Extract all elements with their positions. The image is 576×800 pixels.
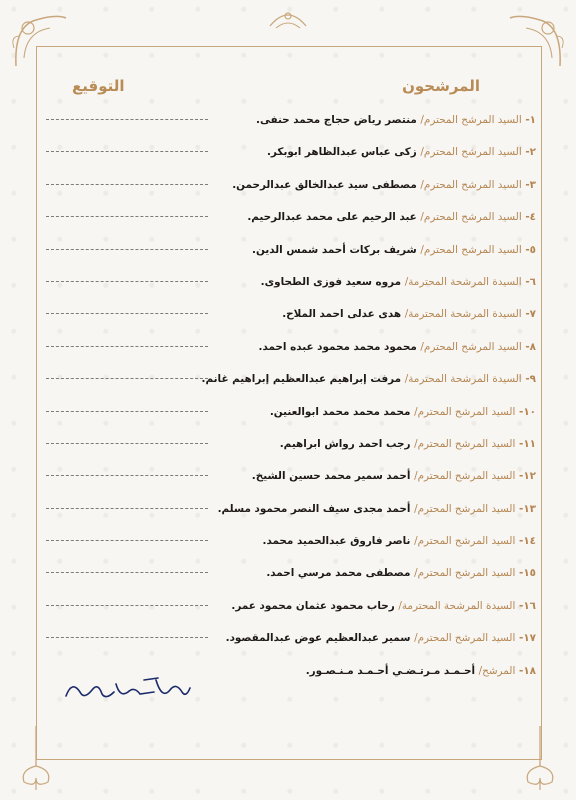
candidate-name: مصطفى سيد عبدالخالق عبدالرحمن. [232, 178, 417, 191]
row-number: ١١- [518, 437, 536, 450]
signature-line [46, 110, 208, 142]
row-number: ٥- [525, 243, 536, 256]
candidate-row [186, 661, 536, 693]
row-number: ٩- [525, 373, 536, 386]
corner-ornament-top-left [6, 6, 76, 76]
candidate-name: عبد الرحيم على محمد عبدالرحيم. [247, 211, 417, 224]
row-title: السيد المرشح المحترم/ [420, 146, 522, 159]
row-title: السيدة المرشحة المحترمة/ [404, 308, 522, 321]
candidate-row [186, 434, 536, 466]
candidate-name: أحـمـد مـرتـضـي أحـمـد مـنـصـور. [305, 664, 476, 677]
corner-ornament-bottom-right [496, 722, 566, 792]
candidate-name: مصطفى محمد مرسي احمد. [266, 567, 411, 580]
candidate-name: هدى عدلى احمد الملاح. [282, 308, 402, 321]
candidates-heading: المرشحون [402, 77, 480, 95]
candidate-row [186, 110, 536, 142]
row-title: السيد المرشح المحترم/ [420, 243, 522, 256]
handwritten-signature [58, 670, 198, 710]
signature-line [46, 175, 208, 207]
candidate-name: محمد محمد محمد ابوالعنين. [269, 405, 411, 418]
candidate-name: منتصر رياض حجاج محمد حنفى. [256, 114, 417, 126]
row-number: ٧- [525, 308, 536, 321]
candidate-row [186, 563, 536, 595]
signature-line [46, 563, 208, 595]
candidate-row [186, 499, 536, 531]
row-title: السيد المرشح المحترم/ [414, 470, 516, 483]
candidate-name: سمير عبدالعظيم عوض عبدالمقصود. [225, 632, 411, 645]
signature-lines [46, 110, 208, 661]
candidate-name: شريف بركات أحمد شمس الدين. [252, 243, 417, 256]
candidate-name: رحاب محمود عثمان محمود عمر. [231, 599, 395, 612]
row-number: ٤- [525, 211, 536, 224]
row-title: السيد المرشح المحترم/ [420, 114, 522, 126]
row-title: السيد المرشح المحترم/ [414, 502, 516, 515]
signature-line [46, 499, 208, 531]
row-title: السيد المرشح المحترم/ [414, 405, 516, 418]
candidate-name: أحمد مجدى سيف النصر محمود مسلم. [217, 502, 411, 515]
candidate-name: رجب احمد رواش ابراهيم. [279, 437, 411, 450]
candidate-name: أحمد سمير محمد حسين الشيخ. [251, 470, 411, 483]
signature-line [46, 207, 208, 239]
row-number: ٦- [525, 275, 536, 288]
candidate-row [186, 207, 536, 239]
row-number: ١٨- [518, 664, 536, 677]
row-number: ٨- [525, 340, 536, 353]
candidate-name: زكى عباس عبدالظاهر ابوبكر. [266, 146, 417, 159]
signature-line [46, 272, 208, 304]
row-title: السيد المرشح المحترم/ [420, 178, 522, 191]
row-number: ١٤- [518, 535, 536, 548]
candidate-row [186, 466, 536, 498]
candidates-list [186, 110, 536, 693]
candidate-row [186, 531, 536, 563]
candidate-row [186, 142, 536, 174]
candidate-row [186, 402, 536, 434]
row-title: السيد المرشح المحترم/ [414, 535, 516, 548]
signature-line [46, 434, 208, 466]
signature-line [46, 628, 208, 660]
row-title: السيدة المرشحة المحترمة/ [404, 275, 522, 288]
row-number: ٢- [525, 146, 536, 159]
candidate-row [186, 304, 536, 336]
row-number: ١٠- [518, 405, 536, 418]
signature-heading: التوقيع [72, 77, 125, 95]
candidate-row [186, 628, 536, 660]
row-title: السيد المرشح المحترم/ [414, 437, 516, 450]
row-number: ١٥- [518, 567, 536, 580]
signature-line [46, 240, 208, 272]
row-title: السيد المرشح المحترم/ [414, 632, 516, 645]
signature-line [46, 402, 208, 434]
candidate-row [186, 240, 536, 272]
row-title: السيدة المرشحة المحترمة/ [404, 373, 522, 386]
signature-line [46, 304, 208, 336]
row-title: السيد المرشح المحترم/ [414, 567, 516, 580]
row-number: ١٣- [518, 502, 536, 515]
signature-line [46, 466, 208, 498]
row-number: ١- [525, 114, 536, 126]
row-title: السيد المرشح المحترم/ [420, 340, 522, 353]
candidate-row [186, 337, 536, 369]
candidate-row [186, 369, 536, 401]
row-title: المرشح/ [478, 664, 516, 677]
row-title: السيد المرشح المحترم/ [420, 211, 522, 224]
candidate-name: ناصر فاروق عبدالحميد محمد. [262, 535, 411, 548]
row-number: ١٦- [518, 599, 536, 612]
signature-line [46, 531, 208, 563]
row-title: السيدة المرشحة المحترمة/ [398, 599, 516, 612]
signature-line [46, 369, 208, 401]
signature-line [46, 596, 208, 628]
candidate-name: محمود محمد محمود عبده احمد. [258, 340, 417, 353]
row-number: ٣- [525, 178, 536, 191]
top-ornament [266, 6, 310, 34]
corner-ornament-top-right [500, 6, 570, 76]
candidate-row [186, 272, 536, 304]
row-number: ١٢- [518, 470, 536, 483]
candidate-name: مرفت إبراهيم عبدالعظيم إبراهيم غانم. [201, 373, 402, 386]
candidate-row [186, 175, 536, 207]
signature-line [46, 142, 208, 174]
signature-line [46, 337, 208, 369]
candidate-row [186, 596, 536, 628]
corner-ornament-bottom-left [10, 722, 80, 792]
row-number: ١٧- [518, 632, 536, 645]
candidate-name: مروه سعيد فوزى الطحاوى. [260, 275, 402, 288]
